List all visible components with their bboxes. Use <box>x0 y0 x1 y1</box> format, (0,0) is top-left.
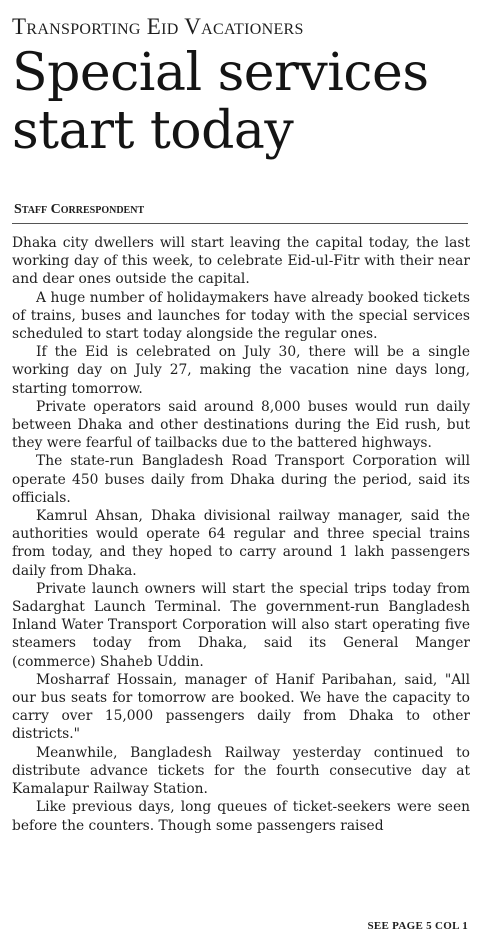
body-paragraph: Kamrul Ahsan, Dhaka divisional railway manager, said the authorities would operate 64 regular and three special trains from today, and they hoped to carry around 1 lakh passengers daily from Dhaka. <box>12 508 470 579</box>
body-paragraph: Meanwhile, Bangladesh Railway yesterday continued to distribute advance tickets for the fourth consecutive day at Kamalapur Railway Station. <box>12 744 470 798</box>
article-kicker: Transporting Eid Vacationers <box>12 14 304 39</box>
article-body <box>12 234 470 835</box>
article-byline: Staff Correspondent <box>14 202 145 217</box>
body-paragraph: Mosharraf Hossain, manager of Hanif Paribahan, said, "All our bus seats for tomorrow are booked. We have the capacity to carry over 15,000 passengers daily from Dhaka to other districts." <box>12 671 470 743</box>
body-paragraph: A huge number of holidaymakers have already booked tickets of trains, buses and launches for today with the special services scheduled to start today alongside the regular ones. <box>12 289 470 343</box>
body-paragraph: The state-run Bangladesh Road Transport Corporation will operate 450 buses daily from Dhaka during the period, said its officials. <box>12 453 470 506</box>
body-paragraph: Dhaka city dwellers will start leaving the capital today, the last working day of this week, to celebrate Eid-ul-Fitr with their near and dear ones outside the capital. <box>12 235 470 288</box>
body-paragraph: Like previous days, long queues of ticket-seekers were seen before the counters. Though some passengers raised <box>12 799 470 834</box>
body-paragraph: Private launch owners will start the special trips today from Sadarghat Launch Terminal. The government-run Bangladesh Inland Water Transport Corporation will also start operating five steamers today from Dhaka, said its General Manger (commerce) Shaheb Uddin. <box>12 580 470 670</box>
continuation-jump-line: SEE PAGE 5 COL 1 <box>367 920 468 932</box>
byline-divider <box>12 223 468 224</box>
body-paragraph: If the Eid is celebrated on July 30, there will be a single working day on July 27, making the vacation nine days long, starting tomorrow. <box>12 344 470 397</box>
article-headline: Special services start today <box>12 43 429 161</box>
body-paragraph: Private operators said around 8,000 buses would run daily between Dhaka and other destinations during the Eid rush, but they were fearful of tailbacks due to the battered highways. <box>12 398 470 452</box>
